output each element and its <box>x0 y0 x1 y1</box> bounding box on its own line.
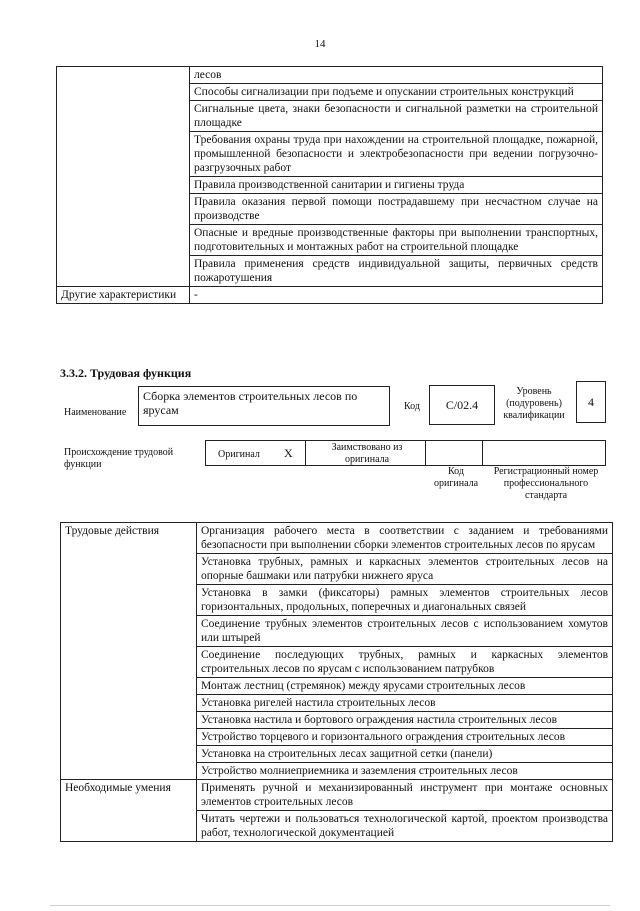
origin-code-label: Код оригинала <box>433 466 479 489</box>
table-cell: Правила оказания первой помощи пострадавшему при несчастном случае на производстве <box>190 194 603 225</box>
table-row <box>57 287 603 304</box>
borrowed-label: Заимствовано из оригинала <box>331 442 403 465</box>
table-cell: Организация рабочего места в соответствии с заданием и требованиями безопасности при выполнении сборки элементов строительных лесов по ярусам <box>197 523 613 554</box>
level-value: 4 <box>576 381 606 423</box>
origin-code-cell <box>425 440 482 466</box>
table-cell: Сигнальные цвета, знаки безопасности и сигнальной разметки на строительной площадке <box>190 101 603 132</box>
other-characteristics-label: Другие характеристики <box>57 287 190 304</box>
name-label: Наименование <box>64 407 127 418</box>
section-title: 3.3.2. Трудовая функция <box>60 366 192 380</box>
table-cell: Соединение последующих трубных, рамных и каркасных элементов строительных лесов по ярусам с использованием патрубков <box>197 647 613 678</box>
table-cell: Установка настила и бортового ограждения настила строительных лесов <box>197 712 613 729</box>
table-cell: Читать чертежи и пользоваться технологической картой, проектом производства работ, технологической документацией <box>197 811 613 842</box>
original-mark: X <box>284 446 293 460</box>
code-value: С/02.4 <box>429 385 495 425</box>
level-label: Уровень (подуровень) квалификации <box>503 386 565 421</box>
table-cell: Установка на строительных лесах защитной сетки (панели) <box>197 746 613 763</box>
labor-function-table <box>60 522 613 842</box>
table-cell: - <box>190 287 603 304</box>
table-label-cell <box>57 67 190 287</box>
table-cell: Монтаж лестниц (стремянок) между ярусами строительных лесов <box>197 678 613 695</box>
page-number: 14 <box>314 38 326 50</box>
code-label: Код <box>404 401 420 412</box>
page-edge-divider <box>50 905 610 906</box>
original-label: Оригинал <box>218 449 260 460</box>
borrowed-cell <box>305 440 425 466</box>
origin-label: Происхождение трудовой функции <box>64 447 174 470</box>
knowledge-table <box>56 66 603 304</box>
table-row <box>61 780 613 811</box>
table-cell: Установка трубных, рамных и каркасных элементов строительных лесов на опорные башмаки или патрубки нижнего яруса <box>197 554 613 585</box>
table-cell: Устройство торцевого и горизонтального ограждения строительных лесов <box>197 729 613 746</box>
reg-number-label: Регистрационный номер профессионального стандарта <box>493 466 599 501</box>
table-cell: Установка ригелей настила строительных лесов <box>197 695 613 712</box>
table-cell: Устройство молниеприемника и заземления строительных лесов <box>197 763 613 780</box>
table-row <box>57 67 603 84</box>
name-value: Сборка элементов строительных лесов по ярусам <box>138 386 390 426</box>
skills-label: Необходимые умения <box>61 780 197 842</box>
table-cell: Правила применения средств индивидуальной защиты, первичных средств пожаротушения <box>190 256 603 287</box>
reg-number-cell <box>482 440 606 466</box>
table-cell: Способы сигнализации при подъеме и опускании строительных конструкций <box>190 84 603 101</box>
table-cell: Требования охраны труда при нахождении на строительной площадке, пожарной, промышленной безопасности и электробезопасности при ведении погрузочно-разгрузочных работ <box>190 132 603 177</box>
table-cell: Правила производственной санитарии и гигиены труда <box>190 177 603 194</box>
table-cell: лесов <box>190 67 603 84</box>
table-cell: Опасные и вредные производственные факторы при выполнении транспортных, подготовительных и монтажных работ на строительной площадке <box>190 225 603 256</box>
table-cell: Установка в замки (фиксаторы) рамных элементов строительных лесов горизонтальных, продольных, поперечных и диагональных связей <box>197 585 613 616</box>
table-cell: Применять ручной и механизированный инструмент при монтаже основных элементов строительных лесов <box>197 780 613 811</box>
table-row <box>61 523 613 554</box>
table-cell: Соединение трубных элементов строительных лесов с использованием хомутов или штырей <box>197 616 613 647</box>
labor-actions-label: Трудовые действия <box>61 523 197 780</box>
original-cell <box>205 440 305 466</box>
